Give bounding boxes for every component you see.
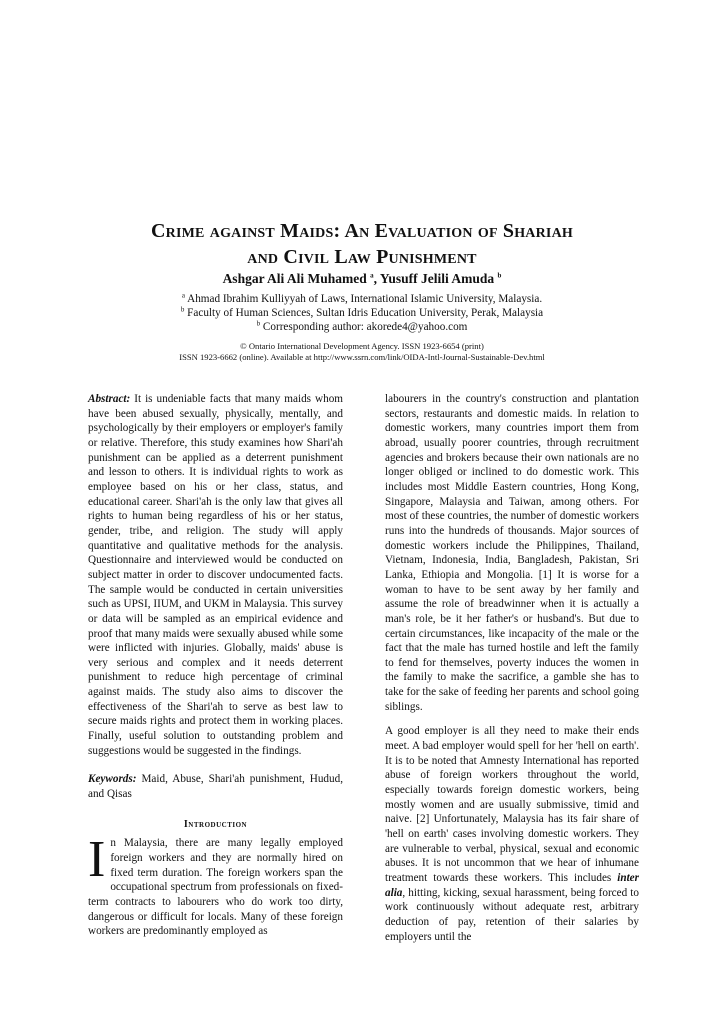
keywords [88,772,343,801]
abstract [88,392,343,758]
keywords-text: Maid, Abuse, Shari'ah punishment, Hudud, and Qisas [88,773,343,801]
body-paragraph-1: labourers in the country's construction and plantation sectors, restaurants and domestic maids. In relation to domestic workers, many countries import them from abroad, usually poorer countries, through recruitment agencies and brokers because their own nationals are no longer obliged or inclined to do domestic work. This includes most Middle Eastern countries, Hong Kong, Singapore, Malaysia and Taiwan, among others. For most of these countries, the number of domestic workers runs into the hundreds of thousands. Major sources of domestic workers include the Philippines, Thailand, Vietnam, Indonesia, India, Bangladesh, Pakistan, Sri Lanka, Ethiopia and Mongolia. [1] It is worse for a woman to have to be sent away by her family and assume the role of breadwinner when it is actually a man's role, be it her father's or husband's. But due to certain circumstances, like incapacity of the male or the fact that the male has turned hostile and left the family to fend for themselves, poverty induces the women in the family to make the sacrifice, a gamble she has to take for the sake of feeding her parents and school going siblings. [385,393,639,713]
author-1-sup: a [370,271,374,280]
title-part-2: An Evaluation of Shariah [344,220,573,242]
author-1: Ashgar Ali Ali Muhamed [222,271,367,286]
publication-info-1: © Ontario International Development Agency. ISSN 1923-6654 (print) [240,341,484,351]
introduction-heading: Introduction [183,818,248,830]
corresponding-text: Corresponding author: akorede4@yahoo.com [260,321,468,333]
body-paragraph-2-a: A good employer is all they need to make their ends meet. A bad employer would spell for her 'hell on earth'. It is to be noted that Amnesty International has reported abuse of foreign workers throughout the world, especially towards foreign domestic workers, being mostly women and are usually submissive, timid and naive. [2] Unfortunately, Malaysia has its fair share of 'hell on earth' cases involving domestic workers. They are vulnerable to verbal, physical, sexual and economic abuses. It is not uncommon that we hear of inhumane treatment towards these workers. This includes [385,725,639,884]
author-2-sup: b [497,271,502,280]
title-line-1 [0,218,724,244]
introduction-paragraph [88,831,343,939]
abstract-label: Abstract: [88,393,131,405]
body-paragraph-2 [385,724,639,944]
introduction-text: n Malaysia, there are many legally employed foreign workers and they are normally hired on fixed term duration. The foreign workers span the occupational spectrum from professionals on fixed-term contracts to labourers who do work too dirty, dangerous or difficult for locals. Many of these foreign workers are predominantly employed as [88,837,343,938]
author-separator: , [373,271,380,286]
affiliation-b-sup: b [180,305,185,314]
left-column [88,392,343,939]
title-part-1: Crime against Maids: [151,220,345,242]
affiliation-a [0,292,724,306]
affiliation-a-text: Ahmad Ibrahim Kulliyyah of Laws, International Islamic University, Malaysia. [184,293,543,305]
publication-info-2: ISSN 1923-6662 (online). Available at http://www.ssrn.com/link/OIDA-Intl-Journal-Sustainable-Dev.html [179,352,545,362]
paper-title [0,218,724,270]
corresponding-sup: b [256,319,261,328]
abstract-text: It is undeniable facts that many maids whom have been abused sexually, physically, mentally, and psychologically by their employers or employer's family or relative. Therefore, this study examines how Shari'ah punishment can be applied as a deterrent punishment and lesson to others. It is individual rights to work as employee based on his or her class, status, and educational career. Shari'ah is the only law that gives all rights to human being regardless of his or her status, gender, tribe, and religion. The study will apply quantitative and qualitative methods for the analysis. Questionnaire and interviewed would be conducted on subject matter in order to discover undocumented facts. The sample would be conducted in certain universities such as UPSI, IIUM, and UKM in Malaysia. This survey or data will be sampled as an empirical evidence and proof that many maids were sexually abused while some were inflicted with injuries. Globally, maids' abuse is very serious and complex and it needs deterrent punishment to reduce high percentage of criminal against maids. The study also aims to discover the effectiveness of the Shari'ah to serve as best law to secure maids rights and protect them in working places. Finally, useful solution to outstanding problem and suggestions would be suggested in the findings. [88,393,343,757]
title-line-2: and Civil Law Punishment [247,246,477,268]
keywords-label: Keywords: [88,773,137,786]
affiliation-b [0,306,724,320]
body-paragraph-2-b: , hitting, kicking, sexual harassment, being forced to work continuously without adequate rest, arbitrary deduction of pay, retention of their salaries by employers until the [385,886,639,943]
drop-cap: I [88,831,106,889]
right-column [385,392,639,944]
author-2: Yusuff Jelili Amuda [379,271,495,286]
author-list [0,271,724,287]
corresponding-author [0,320,724,334]
affiliation-a-sup: a [181,291,185,300]
inter-alia: inter alia [385,872,639,899]
affiliation-b-text: Faculty of Human Sciences, Sultan Idris Education University, Perak, Malaysia [184,307,544,319]
